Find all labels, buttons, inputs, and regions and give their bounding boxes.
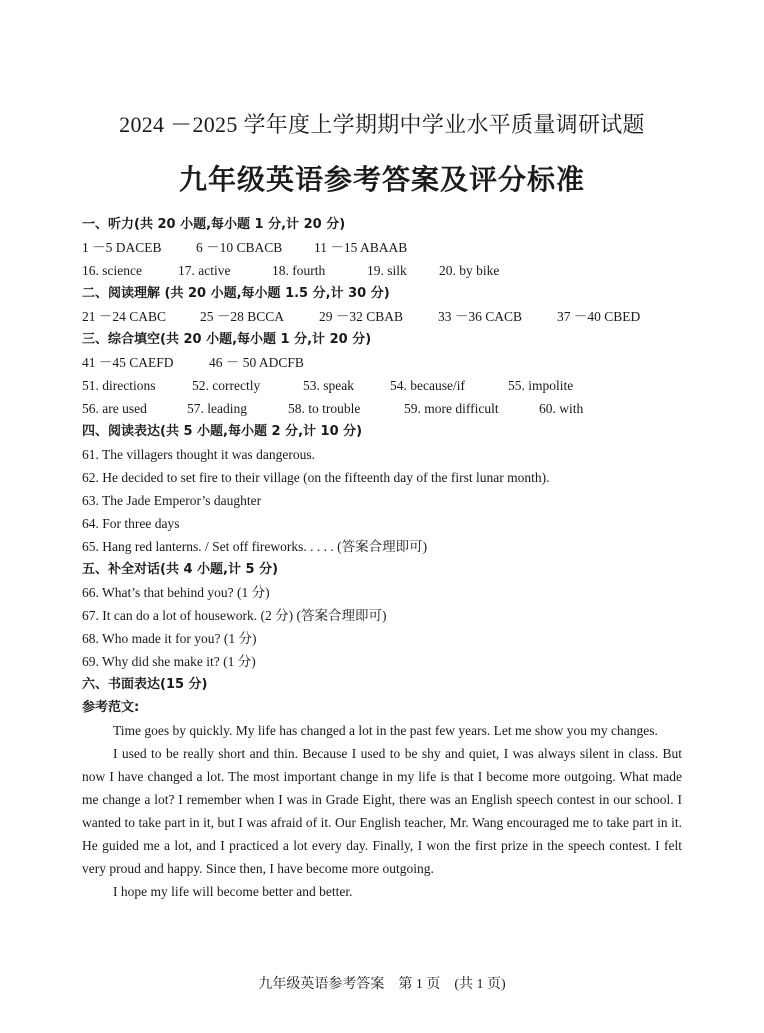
sample-essay-label: 参考范文: [82, 700, 140, 715]
section-2-heading: 二、阅读理解 (共 20 小题,每小题 1.5 分,计 30 分) [82, 286, 390, 301]
answer-group: 37 －40 CBED [557, 309, 641, 324]
answer-line: 62. He decided to set fire to their village (on the fifteenth day of the first lunar month). [82, 470, 550, 485]
section-3-row-1 [82, 351, 682, 374]
answer-item: 20. by bike [439, 263, 500, 278]
answer-group: 11 －15 ABAAB [314, 240, 408, 255]
answer-item: 58. to trouble [288, 401, 361, 416]
answer-group: 33 －36 CACB [438, 309, 523, 324]
answer-line: 67. It can do a lot of housework. (2 分) (答案合理即可) [82, 608, 387, 623]
answer-item: 52. correctly [192, 378, 261, 393]
answer-line: 69. Why did she make it? (1 分) [82, 654, 256, 669]
answer-item: 55. impolite [508, 378, 574, 393]
answer-group: 21 －24 CABC [82, 309, 167, 324]
answer-line: 66. What’s that behind you? (1 分) [82, 585, 270, 600]
answer-group: 46 － 50 ADCFB [209, 355, 304, 370]
essay-paragraph: I hope my life will become better and better. [113, 884, 353, 899]
section-1-heading: 一、听力(共 20 小题,每小题 1 分,计 20 分) [82, 217, 346, 232]
section-1-row-2 [82, 259, 682, 282]
section-3-heading: 三、综合填空(共 20 小题,每小题 1 分,计 20 分) [82, 332, 372, 347]
answer-item: 60. with [539, 401, 584, 416]
essay-paragraph: I used to be really short and thin. Because I used to be shy and quiet, I was always silent in class. But now I have changed a lot. The most important change in my life is that I become more outgoing. What made me change a lot? I remember when I was in Grade Eight, there was an English speech contest in our school. I wanted to take part in it, but I was afraid of it. Our English teacher, Mr. Wang encouraged me to take part in it. He guided me a lot, and I practiced a lot every day. Finally, I won the first prize in the speech contest. I felt very proud and happy. Since then, I have become more outgoing. [82, 746, 682, 876]
section-4-heading: 四、阅读表达(共 5 小题,每小题 2 分,计 10 分) [82, 424, 363, 439]
page-footer: 九年级英语参考答案 第 1 页 (共 1 页) [258, 977, 506, 992]
answer-line: 68. Who made it for you? (1 分) [82, 631, 257, 646]
answer-group: 6 －10 CBACB [196, 240, 283, 255]
answer-item: 54. because/if [390, 378, 465, 393]
essay-paragraph: Time goes by quickly. My life has changed a lot in the past few years. Let me show you my changes. [113, 723, 658, 738]
section-2-row-1 [82, 305, 682, 328]
answer-item: 17. active [178, 263, 231, 278]
answer-item: 16. science [82, 263, 142, 278]
answer-item: 19. silk [367, 263, 407, 278]
sample-essay [82, 719, 682, 903]
answer-group: 29 －32 CBAB [319, 309, 404, 324]
answer-group: 41 －45 CAEFD [82, 355, 174, 370]
document-subtitle: 九年级英语参考答案及评分标准 [178, 165, 585, 196]
answer-line: 61. The villagers thought it was dangerous. [82, 447, 315, 462]
answer-item: 57. leading [187, 401, 247, 416]
answer-item: 18. fourth [272, 263, 326, 278]
section-6-heading: 六、书面表达(15 分) [82, 677, 208, 692]
answer-line: 63. The Jade Emperor’s daughter [82, 493, 262, 508]
answer-group: 25 －28 BCCA [200, 309, 285, 324]
section-3-row-2 [82, 374, 682, 397]
section-1-row-1 [82, 236, 682, 259]
exam-title: 2024 －2025 学年度上学期期中学业水平质量调研试题 [119, 112, 645, 137]
answer-content [82, 213, 682, 903]
answer-item: 59. more difficult [404, 401, 499, 416]
answer-item: 51. directions [82, 378, 156, 393]
answer-line: 65. Hang red lanterns. / Set off fireworks. . . . . (答案合理即可) [82, 539, 428, 554]
answer-line: 64. For three days [82, 516, 180, 531]
section-3-row-3 [82, 397, 682, 420]
answer-group: 1 －5 DACEB [82, 240, 162, 255]
section-5-heading: 五、补全对话(共 4 小题,计 5 分) [82, 562, 279, 577]
answer-item: 53. speak [303, 378, 354, 393]
answer-item: 56. are used [82, 401, 147, 416]
